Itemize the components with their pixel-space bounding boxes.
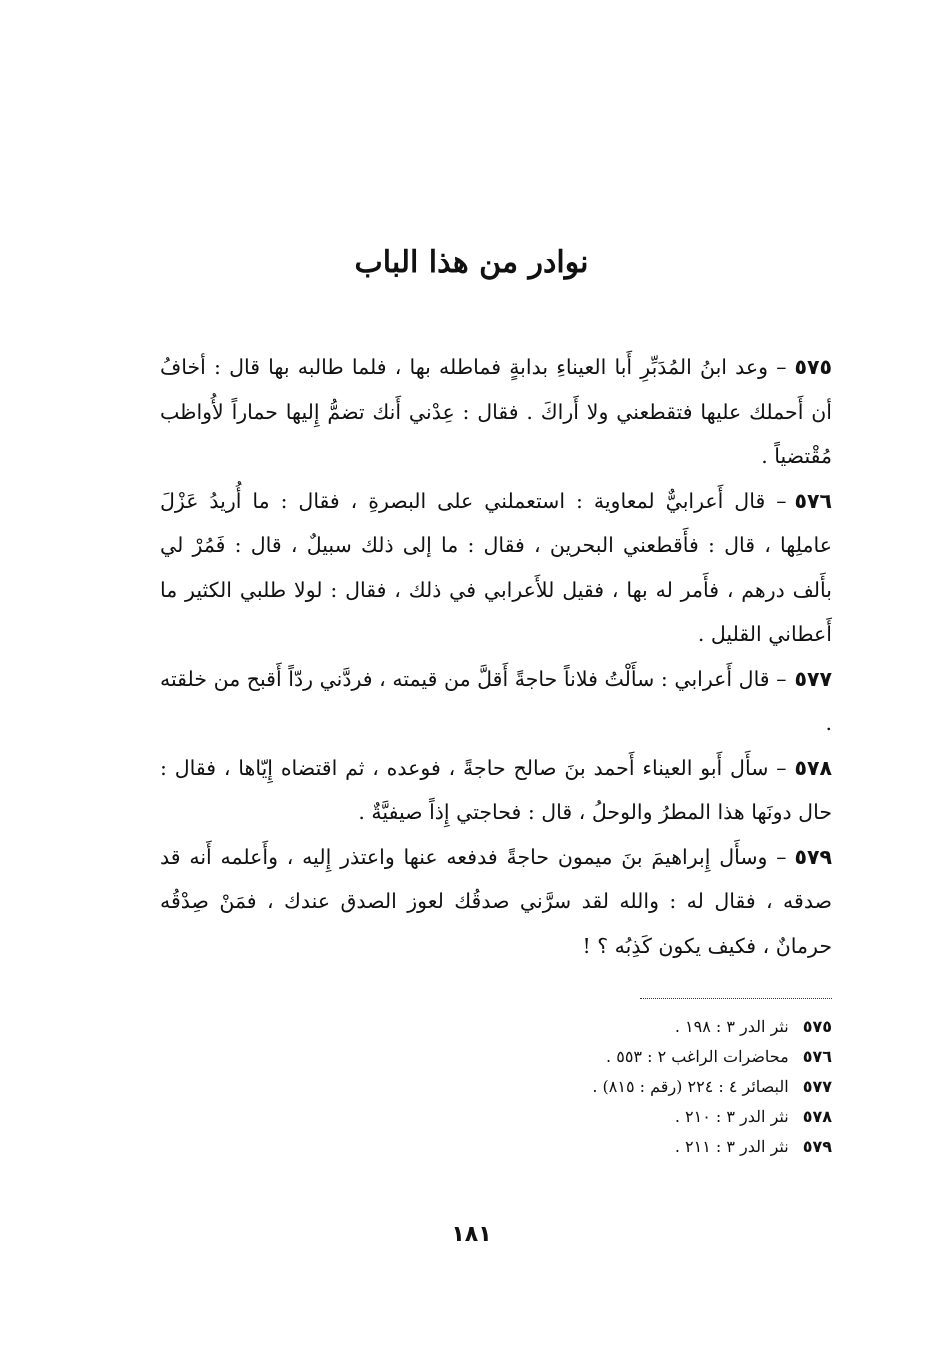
- entry-576: [160, 479, 832, 657]
- entry-575: [160, 345, 832, 479]
- footnote-number: ٥٧٦: [802, 1047, 832, 1066]
- footnote-575: [420, 1012, 832, 1042]
- chapter-title: نوادر من هذا الباب: [354, 245, 589, 280]
- footnote-number: ٥٧٩: [802, 1137, 832, 1156]
- page-number: ١٨١: [451, 1222, 492, 1247]
- footnote-divider: [640, 998, 832, 999]
- footnote-number: ٥٧٧: [802, 1077, 832, 1096]
- footnote-text: نثر الدر ٣ : ١٩٨ .: [674, 1017, 789, 1036]
- footnote-number: ٥٧٨: [802, 1107, 832, 1126]
- footnotes: [420, 1012, 832, 1162]
- entry-text: – قال أَعرابيٌّ لمعاوية : استعملني على البصرةِ ، فقال : ما أُريدُ عَزْلَ عاملِها ، قال : فأَقطعني البحرين ، فقال : ما إلى ذلك سبيلٌ ، قال : فَمُرْ لي بأَلف درهم ، فأَمر له بها ، فقيل للأَعرابي في ذلك ، فقال : لولا طلبي الكثير ما أَعطاني القليل .: [160, 488, 832, 646]
- footnote-text: نثر الدر ٣ : ٢١١ .: [674, 1137, 789, 1156]
- entry-number: ٥٧٥: [794, 355, 832, 379]
- entry-number: ٥٧٧: [794, 666, 832, 691]
- entry-text: – سأَل أَبو العيناء أَحمد بنَ صالح حاجةً ، فوعده ، ثم اقتضاه إِيّاها ، فقال : حال دونَها هذا المطرُ والوحلُ ، قال : فحاجتي إِذاً صيفيَّةٌ .: [160, 755, 832, 824]
- footnote-576: [420, 1042, 832, 1072]
- footnote-578: [420, 1102, 832, 1132]
- footnote-text: نثر الدر ٣ : ٢١٠ .: [674, 1107, 789, 1126]
- entry-number: ٥٧٩: [794, 844, 832, 869]
- entry-577: [160, 657, 832, 746]
- entry-579: [160, 835, 832, 969]
- footnote-577: [420, 1072, 832, 1102]
- entry-text: – وعد ابنُ المُدَبِّرِ أَبا العيناءِ بدابةٍ فماطله بها ، فلما طالبه بها قال : أخافُ أن أَحملك عليها فتقطعني ولا أَراكَ . فقال : عِدْني أَنك تضمُّ إِليها حماراً لأُواظب مُقْتضياً .: [160, 355, 832, 468]
- entry-number: ٥٧٨: [794, 755, 832, 780]
- entry-text: – وسأَل إِبراهيمَ بنَ ميمون حاجةً فدفعه عنها واعتذر إِليه ، وأَعلمه أَنه قد صدقه ، فقال له : والله لقد سرَّني صدقُك لعوز الصدق عندك ، فمَنْ صِدْقُه حرمانٌ ، فكيف يكون كَذِبُه ؟ !: [160, 844, 832, 958]
- footnote-number: ٥٧٥: [802, 1017, 832, 1036]
- footnote-text: البصائر ٤ : ٢٢٤ (رقم : ٨١٥) .: [592, 1077, 789, 1096]
- main-text: [160, 345, 832, 968]
- footnote-579: [420, 1132, 832, 1162]
- entry-578: [160, 746, 832, 835]
- entry-text: – قال أَعرابي : سأَلْتُ فلاناً حاجةً أَقلَّ من قيمته ، فردَّني ردّاً أَقبح من خلقته .: [160, 666, 832, 735]
- entry-number: ٥٧٦: [794, 488, 832, 513]
- footnote-text: محاضرات الراغب ٢ : ٥٥٣ .: [606, 1047, 789, 1066]
